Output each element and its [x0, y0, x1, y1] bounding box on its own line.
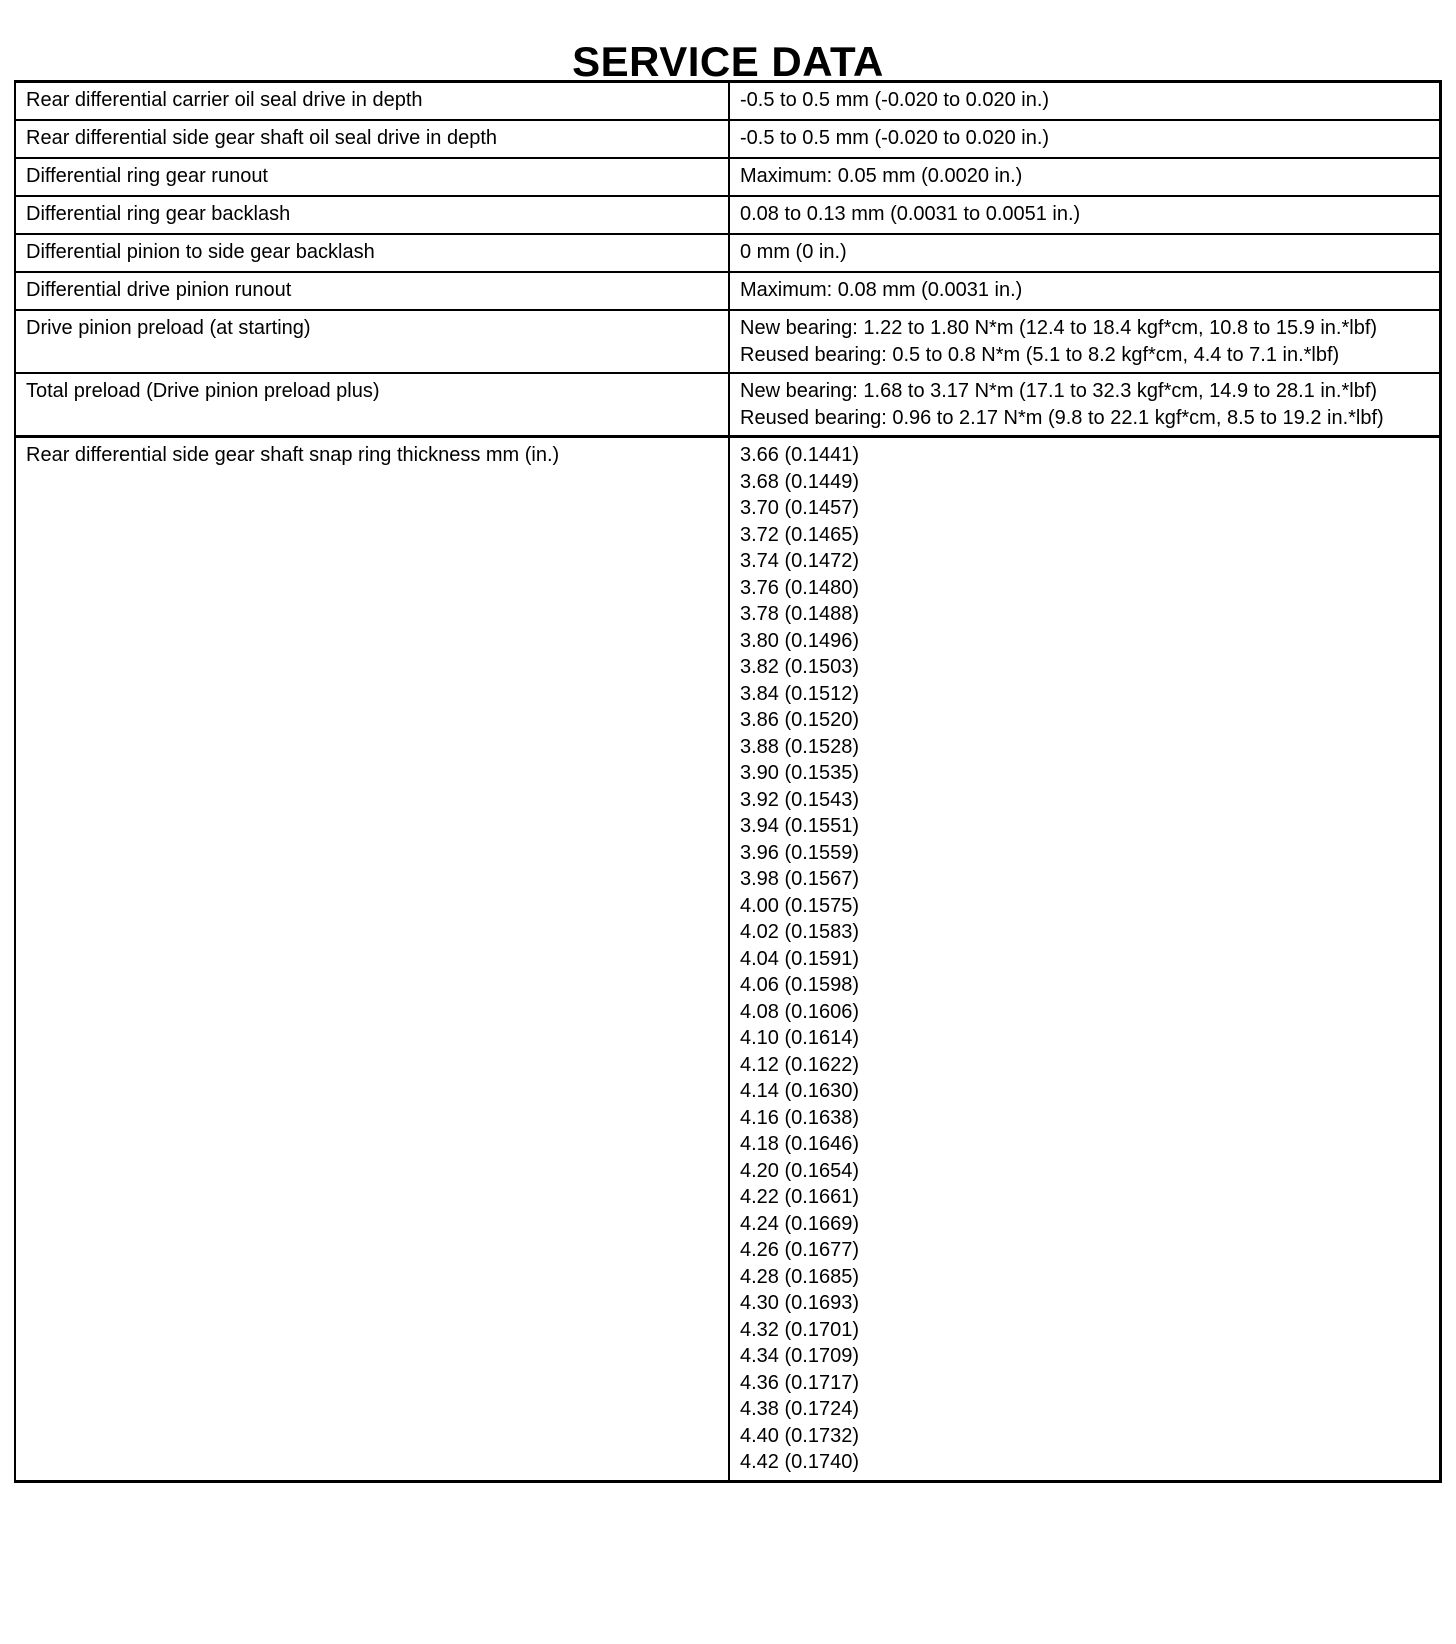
list-item: 4.42 (0.1740) — [740, 1451, 859, 1473]
list-item: 4.24 (0.1669) — [740, 1212, 859, 1235]
list-item: 4.38 (0.1724) — [740, 1398, 859, 1420]
table-row — [15, 120, 1441, 158]
spec-label: Differential drive pinion runout — [15, 272, 729, 310]
list-item: 3.70 (0.1457) — [740, 497, 859, 519]
spec-label: Differential pinion to side gear backlash — [15, 234, 729, 272]
list-item: 4.18 (0.1646) — [740, 1133, 859, 1155]
list-item: 3.96 (0.1559) — [740, 841, 859, 864]
new-bearing-value: New bearing: 1.22 to 1.80 N*m (12.4 to 18.4 kgf*cm, 10.8 to 15.9 in.*lbf) — [740, 317, 1378, 339]
list-item: 4.20 (0.1654) — [740, 1159, 859, 1182]
list-item: 3.94 (0.1551) — [740, 815, 859, 837]
spec-value — [729, 373, 1441, 437]
list-item: 3.72 (0.1465) — [740, 523, 859, 546]
table-row — [15, 196, 1441, 234]
list-item: 4.32 (0.1701) — [740, 1318, 859, 1341]
list-item: 4.10 (0.1614) — [740, 1027, 859, 1049]
list-item: 4.08 (0.1606) — [740, 1000, 859, 1023]
list-item: 3.84 (0.1512) — [740, 682, 859, 705]
list-item: 4.28 (0.1685) — [740, 1265, 859, 1288]
spec-value: 0 mm (0 in.) — [729, 234, 1441, 272]
table-row — [15, 82, 1441, 121]
list-item: 3.74 (0.1472) — [740, 550, 859, 572]
spec-label: Total preload (Drive pinion preload plus) — [15, 373, 729, 437]
list-item: 4.14 (0.1630) — [740, 1080, 859, 1102]
service-data-table — [14, 80, 1442, 1483]
table-row — [15, 373, 1441, 437]
list-item: 3.82 (0.1503) — [740, 656, 859, 678]
list-item: 3.90 (0.1535) — [740, 762, 859, 784]
snap-ring-thickness-list — [740, 442, 1429, 1476]
list-item: 4.06 (0.1598) — [740, 974, 859, 996]
list-item: 3.76 (0.1480) — [740, 576, 859, 599]
spec-label: Rear differential side gear shaft snap ring thickness mm (in.) — [15, 437, 729, 1482]
list-item: 4.22 (0.1661) — [740, 1186, 859, 1208]
list-item: 3.92 (0.1543) — [740, 788, 859, 811]
spec-label: Rear differential carrier oil seal drive in depth — [15, 82, 729, 121]
list-item: 3.98 (0.1567) — [740, 868, 859, 890]
new-bearing-value: New bearing: 1.68 to 3.17 N*m (17.1 to 32.3 kgf*cm, 14.9 to 28.1 in.*lbf) — [740, 380, 1378, 402]
spec-label: Drive pinion preload (at starting) — [15, 310, 729, 373]
spec-value — [729, 437, 1441, 1482]
list-item: 4.12 (0.1622) — [740, 1053, 859, 1076]
list-item: 4.00 (0.1575) — [740, 894, 859, 917]
spec-value: Maximum: 0.05 mm (0.0020 in.) — [729, 158, 1441, 196]
list-item: 3.88 (0.1528) — [740, 735, 859, 758]
spec-value: Maximum: 0.08 mm (0.0031 in.) — [729, 272, 1441, 310]
spec-value — [729, 310, 1441, 373]
list-item: 4.02 (0.1583) — [740, 921, 859, 943]
spec-label: Differential ring gear runout — [15, 158, 729, 196]
list-item: 3.68 (0.1449) — [740, 470, 859, 493]
spec-value: -0.5 to 0.5 mm (-0.020 to 0.020 in.) — [729, 120, 1441, 158]
table-row — [15, 272, 1441, 310]
reused-bearing-value: Reused bearing: 0.5 to 0.8 N*m (5.1 to 8.2 kgf*cm, 4.4 to 7.1 in.*lbf) — [740, 343, 1340, 366]
list-item: 4.34 (0.1709) — [740, 1345, 859, 1367]
spec-value: 0.08 to 0.13 mm (0.0031 to 0.0051 in.) — [729, 196, 1441, 234]
list-item: 4.16 (0.1638) — [740, 1106, 859, 1129]
table-row — [15, 437, 1441, 1482]
page-title: SERVICE DATA — [572, 38, 884, 86]
list-item: 3.66 (0.1441) — [740, 444, 859, 466]
list-item: 4.04 (0.1591) — [740, 947, 859, 970]
list-item: 4.40 (0.1732) — [740, 1424, 859, 1447]
list-item: 4.26 (0.1677) — [740, 1239, 859, 1261]
table-row — [15, 310, 1441, 373]
list-item: 4.30 (0.1693) — [740, 1292, 859, 1314]
list-item: 3.80 (0.1496) — [740, 629, 859, 652]
list-item: 3.86 (0.1520) — [740, 709, 859, 731]
spec-value: -0.5 to 0.5 mm (-0.020 to 0.020 in.) — [729, 82, 1441, 121]
spec-label: Differential ring gear backlash — [15, 196, 729, 234]
reused-bearing-value: Reused bearing: 0.96 to 2.17 N*m (9.8 to 22.1 kgf*cm, 8.5 to 19.2 in.*lbf) — [740, 406, 1384, 429]
spec-label: Rear differential side gear shaft oil seal drive in depth — [15, 120, 729, 158]
list-item: 4.36 (0.1717) — [740, 1371, 859, 1394]
table-row — [15, 234, 1441, 272]
table-row — [15, 158, 1441, 196]
list-item: 3.78 (0.1488) — [740, 603, 859, 625]
